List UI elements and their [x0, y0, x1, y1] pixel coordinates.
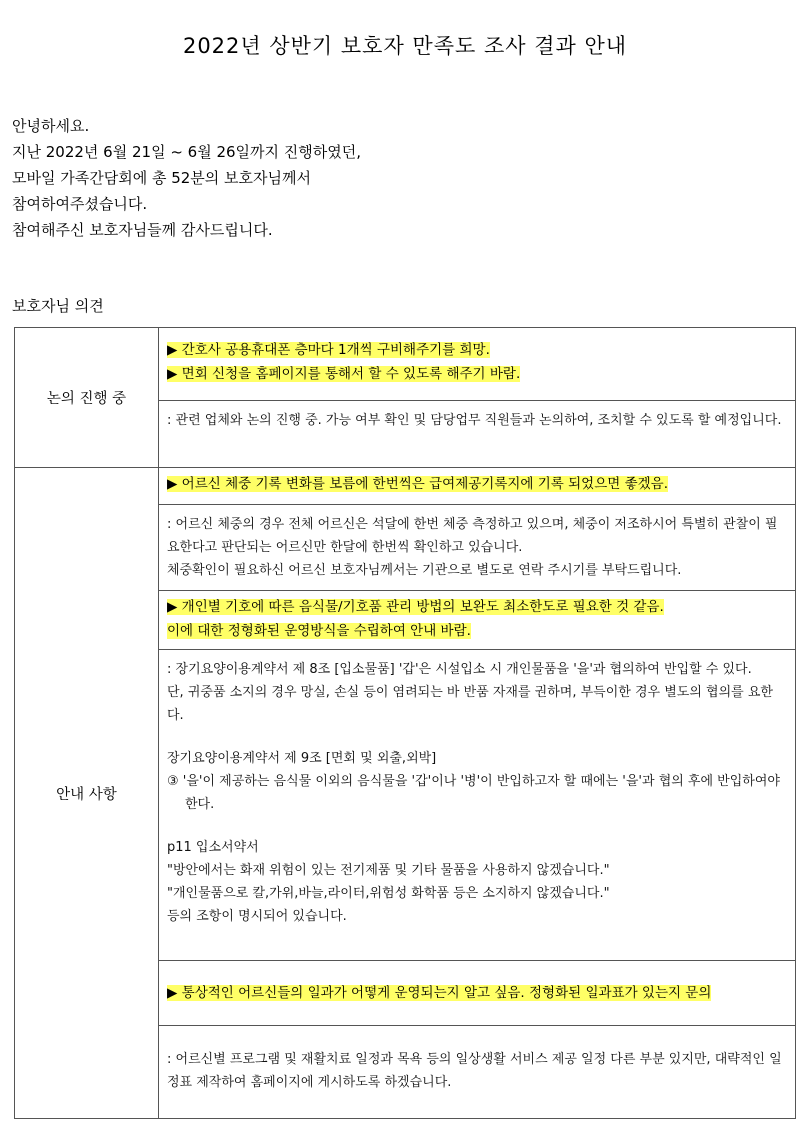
- response-text: "방안에서는 화재 위험이 있는 전기제품 및 기타 물품을 사용하지 않겠습니다.": [167, 863, 610, 878]
- request-text: ▶ 간호사 공용휴대폰 층마다 1개씩 구비해주기를 희망.: [167, 342, 490, 358]
- response-text: 장기요양이용계약서 제 9조 [면회 및 외출,외박]: [167, 751, 437, 766]
- response-cell: [159, 505, 796, 591]
- response-cell: [159, 650, 796, 961]
- response-text: 등의 조항이 명시되어 있습니다.: [167, 909, 347, 924]
- response-text: : 관련 업체와 논의 진행 중. 가능 여부 확인 및 담당업무 직원들과 논의하여, 조치할 수 있도록 할 예정입니다.: [167, 413, 782, 428]
- request-cell: [159, 591, 796, 650]
- response-text: p11 입소서약서: [167, 840, 259, 855]
- request-cell: [159, 328, 796, 401]
- request-text: ▶ 개인별 기호에 따른 음식물/기호품 관리 방법의 보완도 최소한도로 필요한 것 같음.: [167, 599, 664, 615]
- intro-line: 모바일 가족간담회에 총 52분의 보호자님께서: [12, 169, 311, 187]
- response-cell: [159, 401, 796, 468]
- intro-line: 지난 2022년 6월 21일 ~ 6월 26일까지 진행하였던,: [12, 143, 362, 161]
- request-text: ▶ 통상적인 어르신들의 일과가 어떻게 운영되는지 알고 싶음. 정형화된 일과표가 있는지 문의: [167, 985, 712, 1001]
- intro-line: 참여해주신 보호자님들께 감사드립니다.: [12, 221, 273, 239]
- response-text: : 장기요양이용계약서 제 8조 [입소물품] '갑'은 시설입소 시 개인물품을 '을'과 협의하여 반입할 수 있다.: [167, 662, 752, 677]
- response-cell: [159, 1026, 796, 1119]
- response-text: : 어르신 체중의 경우 전체 어르신은 석달에 한번 체중 측정하고 있으며, 체중이 저조하시어 특별히 관찰이 필요한다고 판단되는 어르신만 한달에 한번씩 확인하고 있습니다.: [167, 517, 778, 555]
- category-cell: 논의 진행 중: [15, 328, 159, 468]
- opinion-table: [14, 327, 796, 1119]
- intro-line: 참여하여주셨습니다.: [12, 195, 148, 213]
- response-text: ③ '을'이 제공하는 음식물 이외의 음식물을 '갑'이나 '병'이 반입하고자 할 때에는 '을'과 협의 후에 반입하여야 한다.: [167, 774, 780, 812]
- request-text: ▶ 어르신 체중 기록 변화를 보름에 한번씩은 급여제공기록지에 기록 되었으면 좋겠음.: [167, 476, 668, 492]
- request-text: 이에 대한 정형화된 운영방식을 수립하여 안내 바람.: [167, 623, 471, 639]
- intro-line: 안녕하세요.: [12, 117, 90, 135]
- response-text: 단, 귀중품 소지의 경우 망실, 손실 등이 염려되는 바 반품 자재를 권하며, 부득이한 경우 별도의 협의를 요한다.: [167, 685, 773, 723]
- category-cell: 안내 사항: [15, 468, 159, 1119]
- request-cell: [159, 961, 796, 1026]
- request-cell: [159, 468, 796, 505]
- intro-text: [12, 113, 361, 243]
- request-text: ▶ 면회 신청을 홈페이지를 통해서 할 수 있도록 해주기 바람.: [167, 366, 521, 382]
- table-row: [15, 468, 796, 505]
- section-label: 보호자님 의견: [12, 297, 104, 315]
- page-title: 2022년 상반기 보호자 만족도 조사 결과 안내: [182, 34, 628, 58]
- table-row: [15, 328, 796, 401]
- response-text: 체중확인이 필요하신 어르신 보호자님께서는 기관으로 별도로 연락 주시기를 부탁드립니다.: [167, 563, 682, 578]
- response-text: "개인물품으로 칼,가위,바늘,라이터,위험성 화학품 등은 소지하지 않겠습니다.": [167, 886, 610, 901]
- response-text: : 어르신별 프로그램 및 재활치료 일정과 목욕 등의 일상생활 서비스 제공 일정 다른 부분 있지만, 대략적인 일정표 제작하여 홈페이지에 게시하도록 하겠습니다.: [167, 1052, 782, 1090]
